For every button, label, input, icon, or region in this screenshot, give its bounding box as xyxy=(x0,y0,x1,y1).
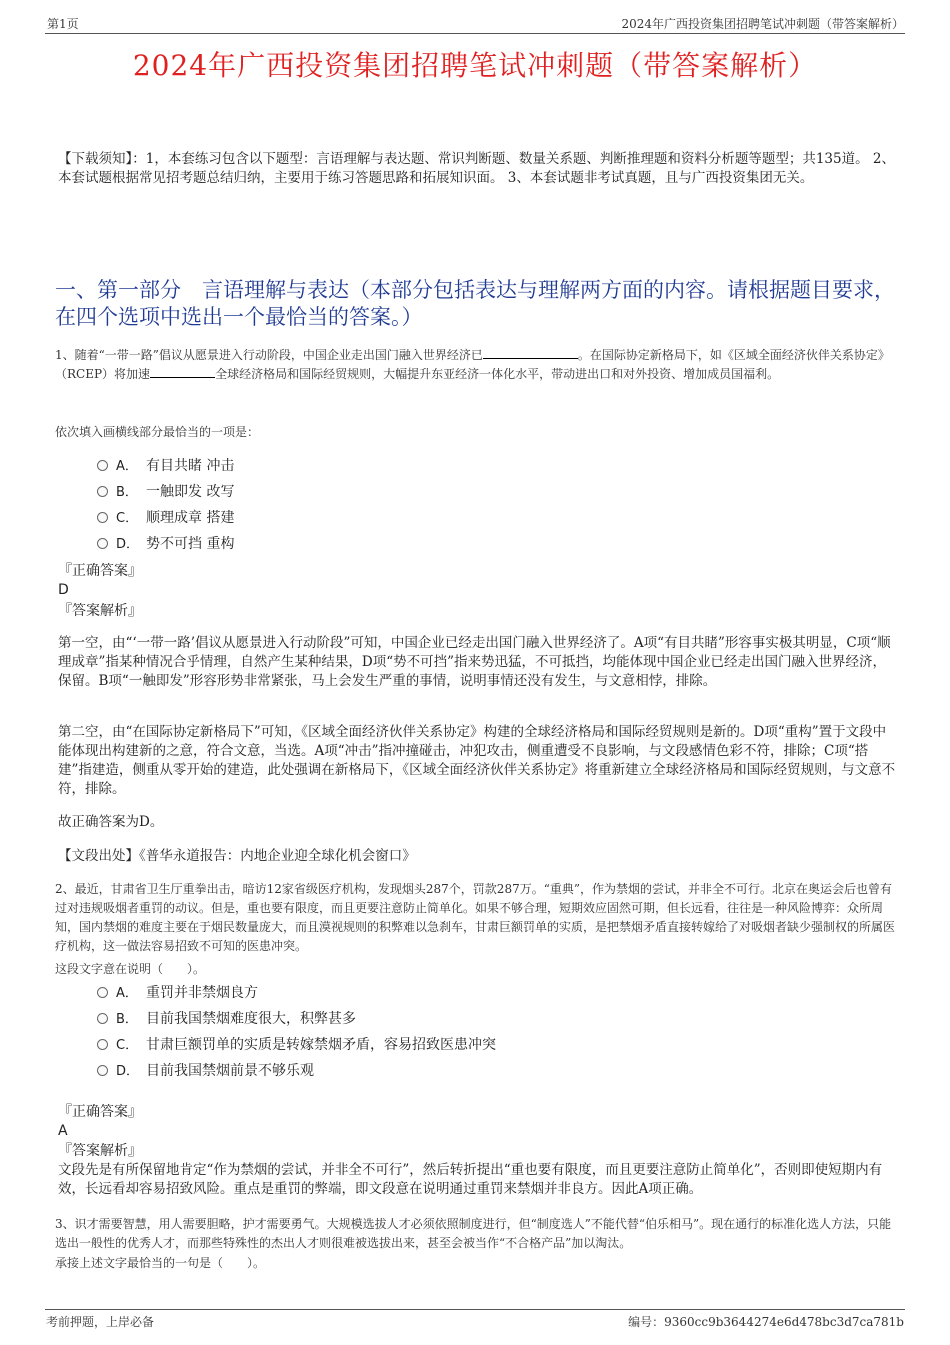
q2-analysis-label: 『答案解析』 xyxy=(58,1143,142,1159)
q1-analysis-para-3: 故正确答案为D。 xyxy=(58,814,164,830)
q1-source: 【文段出处】《普华永道报告：内地企业迎全球化机会窗口》 xyxy=(58,848,416,864)
question-2-stem: 2、最近，甘肃省卫生厅重拳出击，暗访12家省级医疗机构，发现烟头287个，罚款287万。“重典”，作为禁烟的尝试，并非全不可行。北京在奥运会后也曾有过对违规吸烟者重罚的动议。但是，重也要有限度，而且更要注意防止简单化。如果不够合理，短期效应固然可期，但长远看，往往是一种风险博弈：众所周知，国内禁烟的难度主要在于烟民数量庞大，而且漠视规则的积弊难以急刹车，甘肃巨额罚单的实质，是把禁烟矛盾直接转嫁给了对吸烟者缺少强制权的所属医疗机构，这一做法容易招致不可知的医患冲突。 xyxy=(55,882,896,953)
option-letter: B． xyxy=(116,485,138,500)
q2-answer: A xyxy=(58,1123,68,1139)
option-letter: D． xyxy=(116,1064,140,1079)
header-page-number: 第1页 xyxy=(47,17,79,31)
option-letter: D． xyxy=(116,537,140,552)
option-text: 一触即发 改写 xyxy=(146,484,235,500)
q1-option-b[interactable] xyxy=(97,481,234,503)
radio-button[interactable] xyxy=(97,538,108,549)
q1-stem-part-c: 全球经济格局和国际经贸规则，大幅提升东亚经济一体化水平，带动进出口和对外投资、增加成员国福利。 xyxy=(215,367,780,381)
download-notice: 【下载须知】：1，本套练习包含以下题型：言语理解与表达题、常识判断题、数量关系题、判断推理题和资料分析题等题型；共135道。 2、本套试题根据常见招考题总结归纳，主要用于练习答题思路和拓展知识面。 3、本套试题非考试真题，且与广西投资集团无关。 xyxy=(58,151,895,186)
header-divider xyxy=(45,33,905,34)
q2-answer-label: 『正确答案』 xyxy=(58,1104,142,1120)
q1-analysis-para-1: 第一空，由“‘一带一路’倡议从愿景进入行动阶段”可知，中国企业已经走出国门融入世界经济了。A项“有目共睹”形容事实极其明显，C项“顺理成章”指某种情况合乎情理，自然产生某种结果，D项“势不可挡”指来势迅猛，不可抵挡，均能体现中国企业已经走出国门融入世界经济，保留。B项“一触即发”形容形势非常紧张，马上会发生严重的事情，说明事情还没有发生，与文意相悖，排除。 xyxy=(58,635,891,689)
radio-button[interactable] xyxy=(97,1039,108,1050)
radio-button[interactable] xyxy=(97,460,108,471)
q1-answer-label: 『正确答案』 xyxy=(58,563,142,579)
option-text: 目前我国禁烟前景不够乐观 xyxy=(146,1063,314,1079)
option-text: 势不可挡 重构 xyxy=(146,536,235,552)
q2-option-a[interactable] xyxy=(97,982,258,1004)
question-3-prompt: 承接上述文字最恰当的一句是（ ）。 xyxy=(55,1256,266,1270)
option-letter: A． xyxy=(116,986,138,1001)
radio-button[interactable] xyxy=(97,486,108,497)
q1-analysis-para-2: 第二空，由“在国际协定新格局下”可知，《区域全面经济伙伴关系协定》构建的全球经济格局和国际经贸规则是新的。D项“重构”置于文段中能体现出构建新的之意，符合文意，当选。A项“冲击”指冲撞碰击，冲犯攻击，侧重遭受不良影响，与文段感情色彩不符，排除；C项“搭建”指建造，侧重从零开始的建造，此处强调在新格局下，《区域全面经济伙伴关系协定》将重新建立全球经济格局和国际经贸规则，与文意不符，排除。 xyxy=(58,724,896,797)
radio-button[interactable] xyxy=(97,512,108,523)
q1-blank-2 xyxy=(150,365,215,378)
question-3-stem: 3、识才需要智慧，用人需要胆略，护才需要勇气。大规模选拔人才必须依照制度进行，但“制度选人”不能代替“伯乐相马”。现在通行的标准化选人方法，只能选出一般性的优秀人才，而那些特殊性的杰出人才则很难被选拔出来，甚至会被当作“不合格产品”加以淘汰。 xyxy=(55,1217,892,1250)
q1-option-a[interactable] xyxy=(97,455,234,477)
q2-option-c[interactable] xyxy=(97,1034,496,1056)
option-text: 重罚并非禁烟良方 xyxy=(146,985,258,1001)
footer-serial: 编号：9360cc9b3644274e6d478bc3d7ca781b xyxy=(628,1315,904,1329)
option-letter: A． xyxy=(116,459,138,474)
footer-divider xyxy=(45,1309,905,1310)
q1-option-d[interactable] xyxy=(97,533,234,555)
footer-slogan: 考前押题，上岸必备 xyxy=(46,1315,155,1329)
option-text: 顺理成章 搭建 xyxy=(146,510,235,526)
q1-blank-1 xyxy=(483,346,578,359)
section-heading: 一、第一部分 言语理解与表达（本部分包括表达与理解两方面的内容。请根据题目要求，在四个选项中选出一个最恰当的答案。） xyxy=(55,278,895,329)
q2-option-b[interactable] xyxy=(97,1008,356,1030)
option-text: 有目共睹 冲击 xyxy=(146,458,235,474)
question-2-prompt: 这段文字意在说明（ ）。 xyxy=(55,962,206,976)
option-letter: C． xyxy=(116,1038,139,1053)
q2-analysis: 文段先是有所保留地肯定“作为禁烟的尝试，并非全不可行”，然后转折提出“重也要有限度，而且更要注意防止简单化”，否则即使短期内有效，长远看却容易招致风险。重点是重罚的弊端，即文段意在说明通过重罚来禁烟并非良方。因此A项正确。 xyxy=(58,1162,883,1197)
radio-button[interactable] xyxy=(97,1065,108,1076)
q1-answer: D xyxy=(58,582,69,598)
page-title: 2024年广西投资集团招聘笔试冲刺题（带答案解析） xyxy=(132,49,818,82)
option-letter: B． xyxy=(116,1012,138,1027)
option-text: 甘肃巨额罚单的实质是转嫁禁烟矛盾，容易招致医患冲突 xyxy=(146,1037,496,1053)
question-1-prompt: 依次填入画横线部分最恰当的一项是： xyxy=(55,425,260,439)
radio-button[interactable] xyxy=(97,987,108,998)
q2-option-d[interactable] xyxy=(97,1060,314,1082)
radio-button[interactable] xyxy=(97,1013,108,1024)
q1-stem-part-b: 。在国际协定新格局下，如《区域全面经济伙伴关系协定》（RCEP）将加速 xyxy=(55,348,890,381)
option-letter: C． xyxy=(116,511,139,526)
q1-option-c[interactable] xyxy=(97,507,234,529)
option-text: 目前我国禁烟难度很大，积弊甚多 xyxy=(146,1011,356,1027)
q1-analysis-label: 『答案解析』 xyxy=(58,603,142,619)
header-doc-title: 2024年广西投资集团招聘笔试冲刺题（带答案解析） xyxy=(621,17,904,31)
question-1-stem xyxy=(55,346,900,384)
q1-stem-part-a: 1、随着“一带一路”倡议从愿景进入行动阶段，中国企业走出国门融入世界经济已 xyxy=(55,348,483,362)
